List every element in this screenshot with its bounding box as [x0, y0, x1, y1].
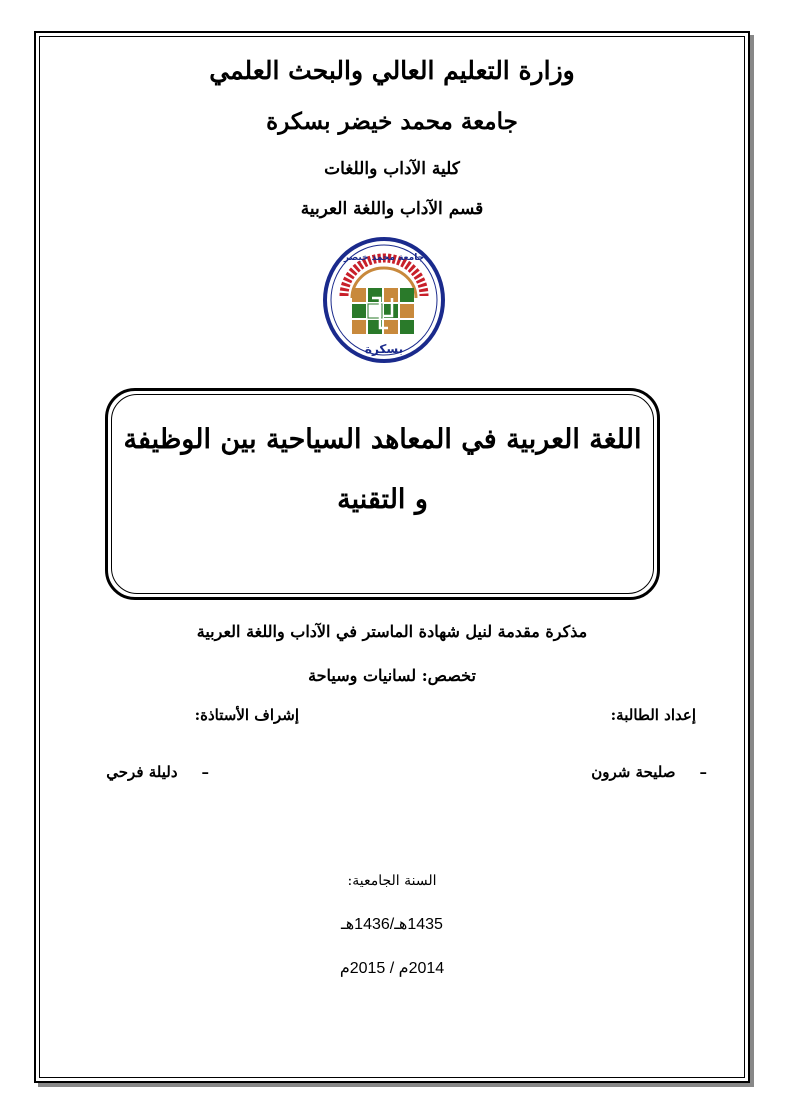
specialty: تخصص: لسانيات وسياحة — [308, 666, 476, 685]
prepared-by-label: إعداد الطالبة: — [610, 706, 696, 724]
thesis-purpose: مذكرة مقدمة لنيل شهادة الماستر في الآداب واللغة العربية — [196, 622, 588, 641]
svg-text:بسكرة: بسكرة — [364, 342, 404, 356]
ministry-title: وزارة التعليم العالي والبحث العلمي — [209, 56, 575, 85]
student-name: صليحة شرون — [591, 763, 676, 781]
border-shadow-bottom — [38, 1083, 754, 1087]
thesis-title: اللغة العربية في المعاهد السياحية بين الوظيفة و التقنية — [123, 424, 642, 515]
academic-year-label: السنة الجامعية: — [347, 873, 437, 889]
gregorian-year: 2014م / 2015م — [339, 960, 445, 977]
faculty-name: كلية الآداب واللغات — [324, 159, 460, 179]
professor-name: دليلة فرحي — [106, 763, 178, 781]
university-name: جامعة محمد خيضر بسكرة — [266, 108, 518, 135]
university-logo-icon — [322, 236, 446, 366]
supervisor-label: إشراف الأستاذة: — [194, 706, 299, 724]
hijri-year: 1435هـ/1436هـ — [341, 916, 443, 933]
professor-name-row — [106, 763, 209, 781]
svg-text:جامعة محمد خيضر: جامعة محمد خيضر — [343, 253, 425, 263]
student-name-row — [591, 763, 707, 781]
border-shadow-right — [750, 35, 754, 1087]
professor-bullet: – — [201, 763, 209, 781]
student-bullet: – — [699, 763, 707, 781]
department-name: قسم الآداب واللغة العربية — [300, 199, 484, 219]
